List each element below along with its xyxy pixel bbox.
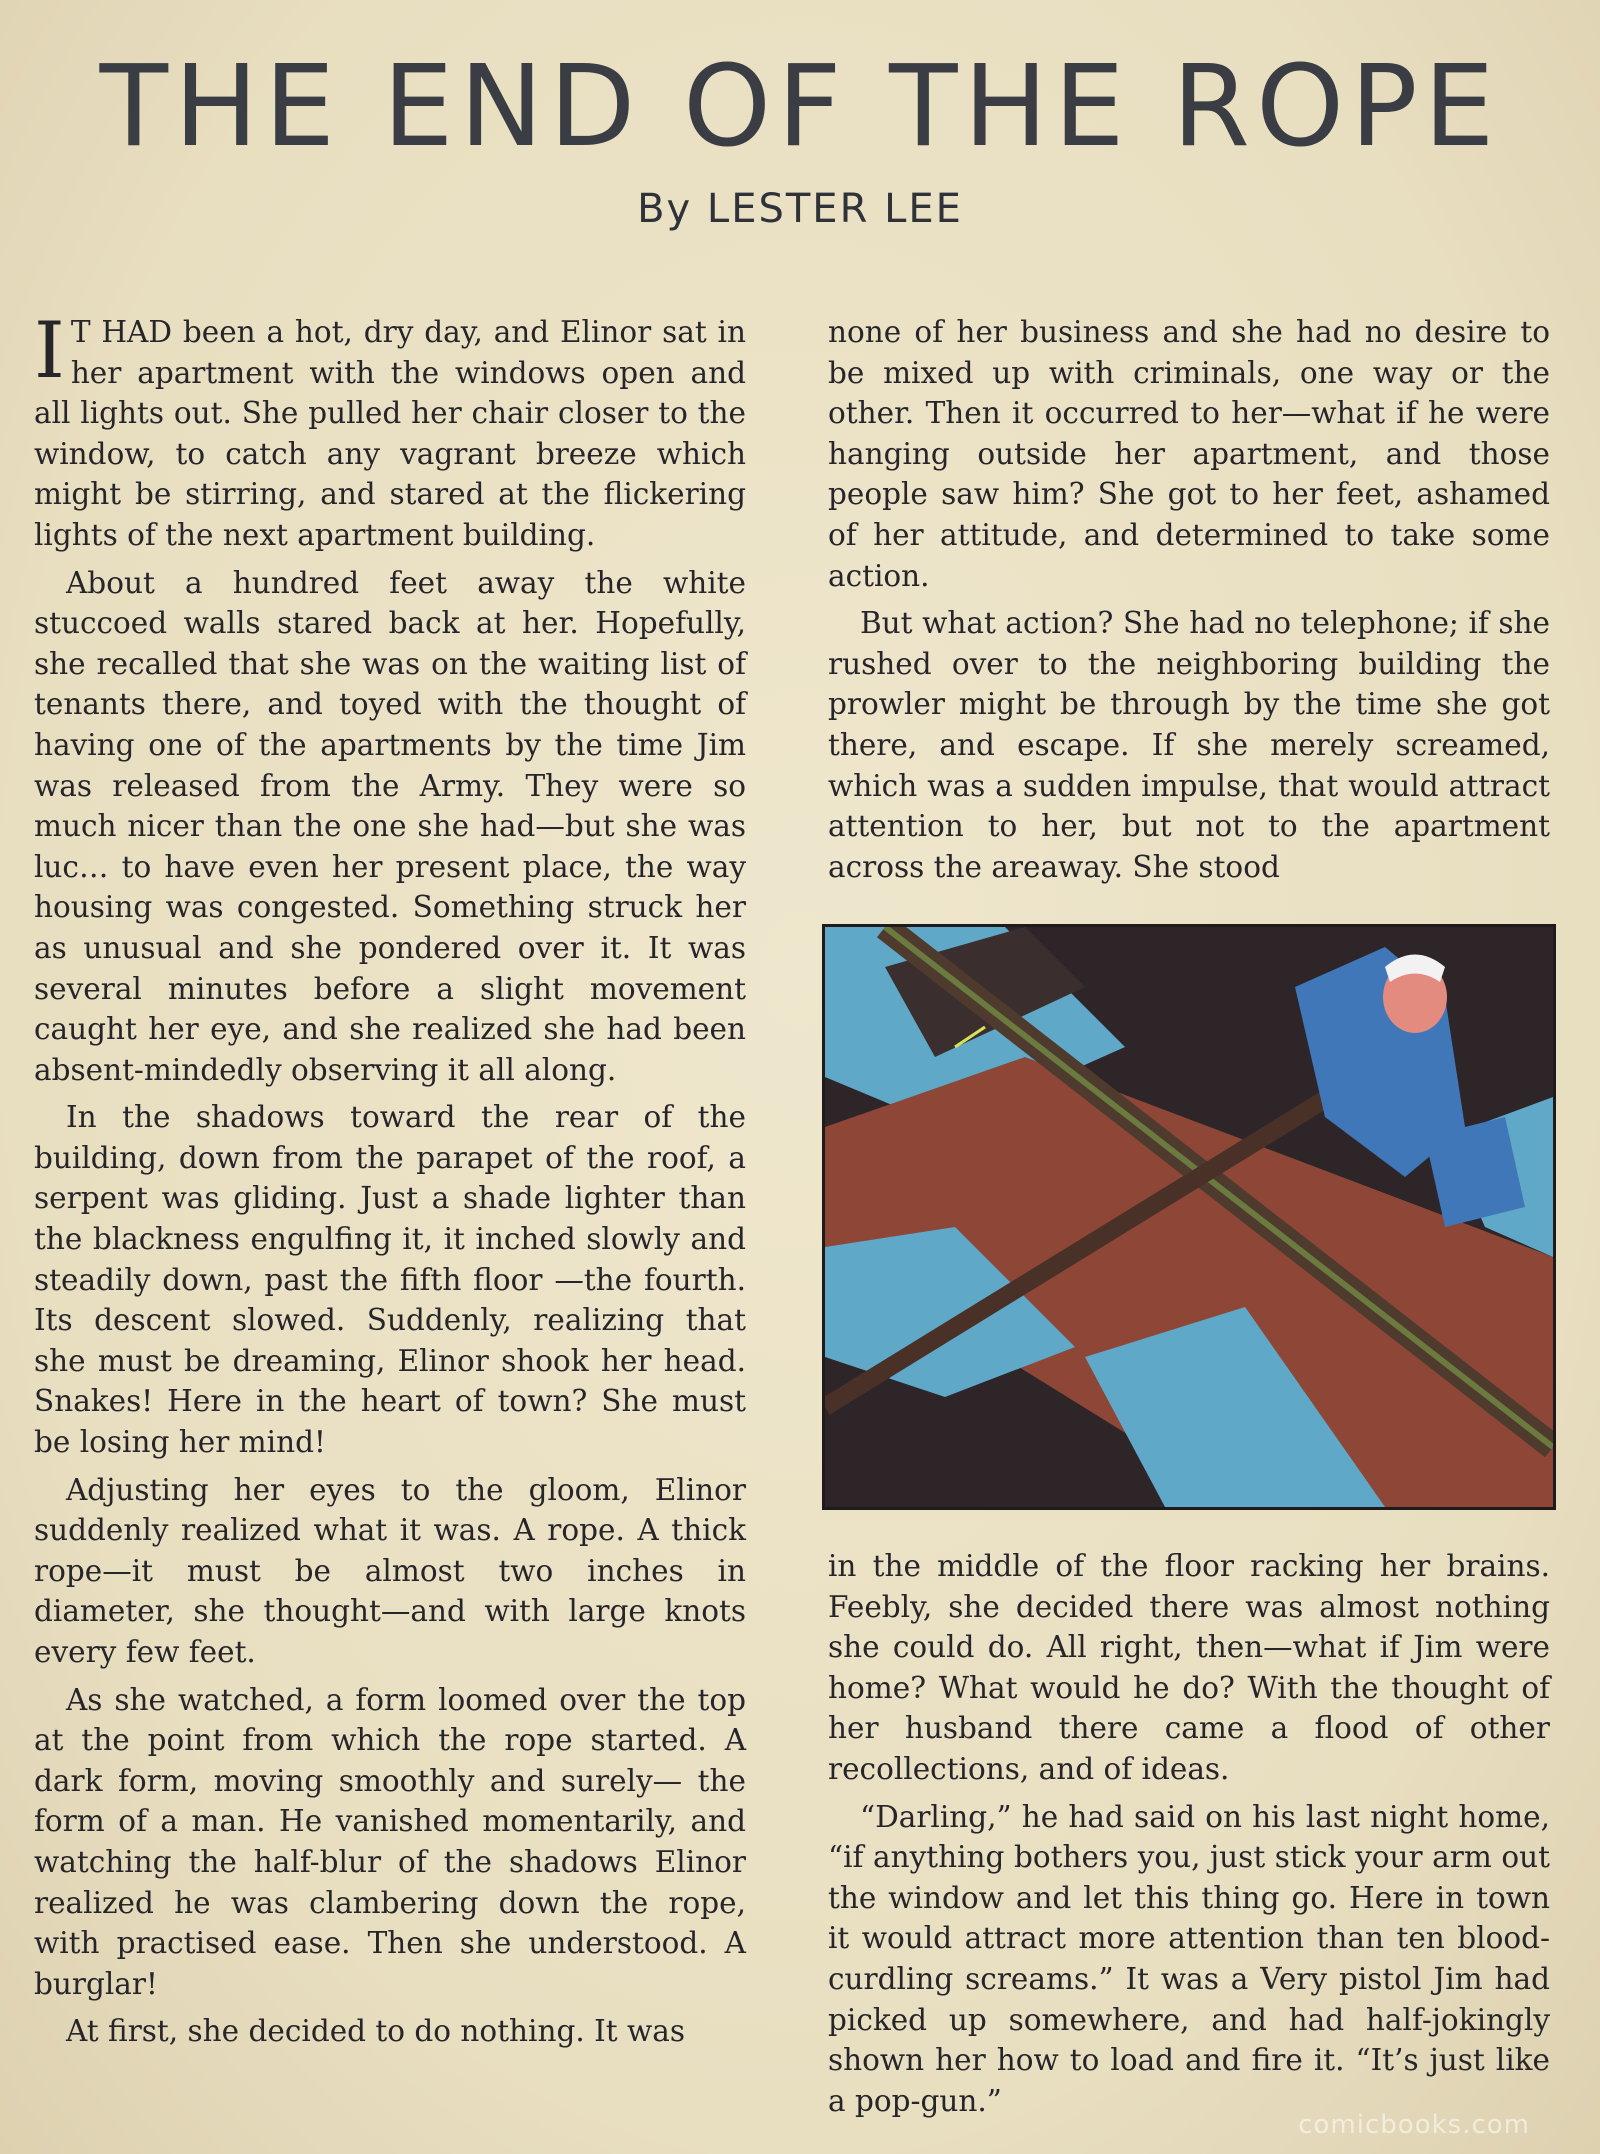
right-column-top (828, 312, 1550, 894)
paragraph-2: About a hundred feet away the white stuccoed walls stared back at her. Hopefully, she recalled that she was on the waiting list of tenants there, and toyed with the thought of having one of the apartments by the time Jim was released from the Army. They were so much nicer than the one she had—but she was luc… to have even her present place, the way housing was congested. Something struck her as unusual and she pondered over it. It was several minutes before a slight movement caught her eye, and she realized she had been absent-mindedly observing it all along. (34, 565, 746, 1087)
story-illustration (822, 924, 1556, 1510)
story-byline: By LESTER LEE (637, 186, 963, 232)
illustration-art (825, 927, 1553, 1507)
paragraph-5: As she watched, a form loomed over the top at the point from which the rope started. A dark form, moving smoothly and surely— the form of a man. He vanished momentarily, and watching the half-blur of the shadows Elinor realized he was clambering down the rope, with practised ease. Then she understood. A burglar! (34, 1682, 746, 2001)
paragraph-10: “Darling,” he had said on his last night home, “if anything bothers you, just stick your arm out the window and let this thing go. Here in town it would attract more attention than ten blood-curdling screams.” It was a Very pistol Jim had picked up somewhere, and had half-jokingly shown her how to load and fire it. “It’s just like a pop-gun.” (828, 1799, 1550, 2118)
paragraph-9: in the middle of the floor racking her brains. Feebly, she decided there was almost nothing she could do. All right, then—what if Jim were home? What would he do? With the thought of her husband there came a flood of other recollections, and of ideas. (828, 1549, 1550, 1786)
site-watermark: comicbooks.com (1298, 2110, 1530, 2140)
paragraph-6: At first, she decided to do nothing. It was (66, 2014, 685, 2049)
paragraph-1 (34, 306, 746, 556)
right-column-bottom (828, 1546, 1550, 2128)
paragraph-4: Adjusting her eyes to the gloom, Elinor suddenly realized what it was. A rope. A thick rope—it must be almost two inches in diameter, she thought—and with large knots every few feet. (34, 1472, 746, 1669)
drop-cap: I (34, 306, 65, 396)
left-column (34, 306, 746, 2059)
paragraph-7: none of her business and she had no desire to be mixed up with criminals, one way or the other. Then it occurred to her—what if he were hanging outside her apartment, and those people saw him? She got to her feet, ashamed of her attitude, and determined to take some action. (828, 315, 1550, 593)
paragraph-8: But what action? She had no telephone; if she rushed over to the neighboring building the prowler might be through by the time she got there, and escape. If she merely screamed, which was a sudden impulse, that would attract attention to her, but not to the apartment across the areaway. She stood (828, 606, 1550, 884)
paragraph-1-text: T HAD been a hot, dry day, and Elinor sat in her apartment with the windows open and all lights out. She pulled her chair closer to the window, to catch any vagrant breeze which might be stirring, and stared at the flickering lights of the next apartment building. (34, 315, 746, 552)
story-title: THE END OF THE ROPE (99, 42, 1501, 172)
paragraph-3: In the shadows toward the rear of the building, down from the parapet of the roof, a serpent was gliding. Just a shade lighter than the blackness engulfing it, it inched slowly and steadily down, past the fifth floor —the fourth. Its descent slowed. Suddenly, realizing that she must be dreaming, Elinor shook her head. Snakes! Here in the heart of town? She must be losing her mind! (34, 1100, 746, 1460)
